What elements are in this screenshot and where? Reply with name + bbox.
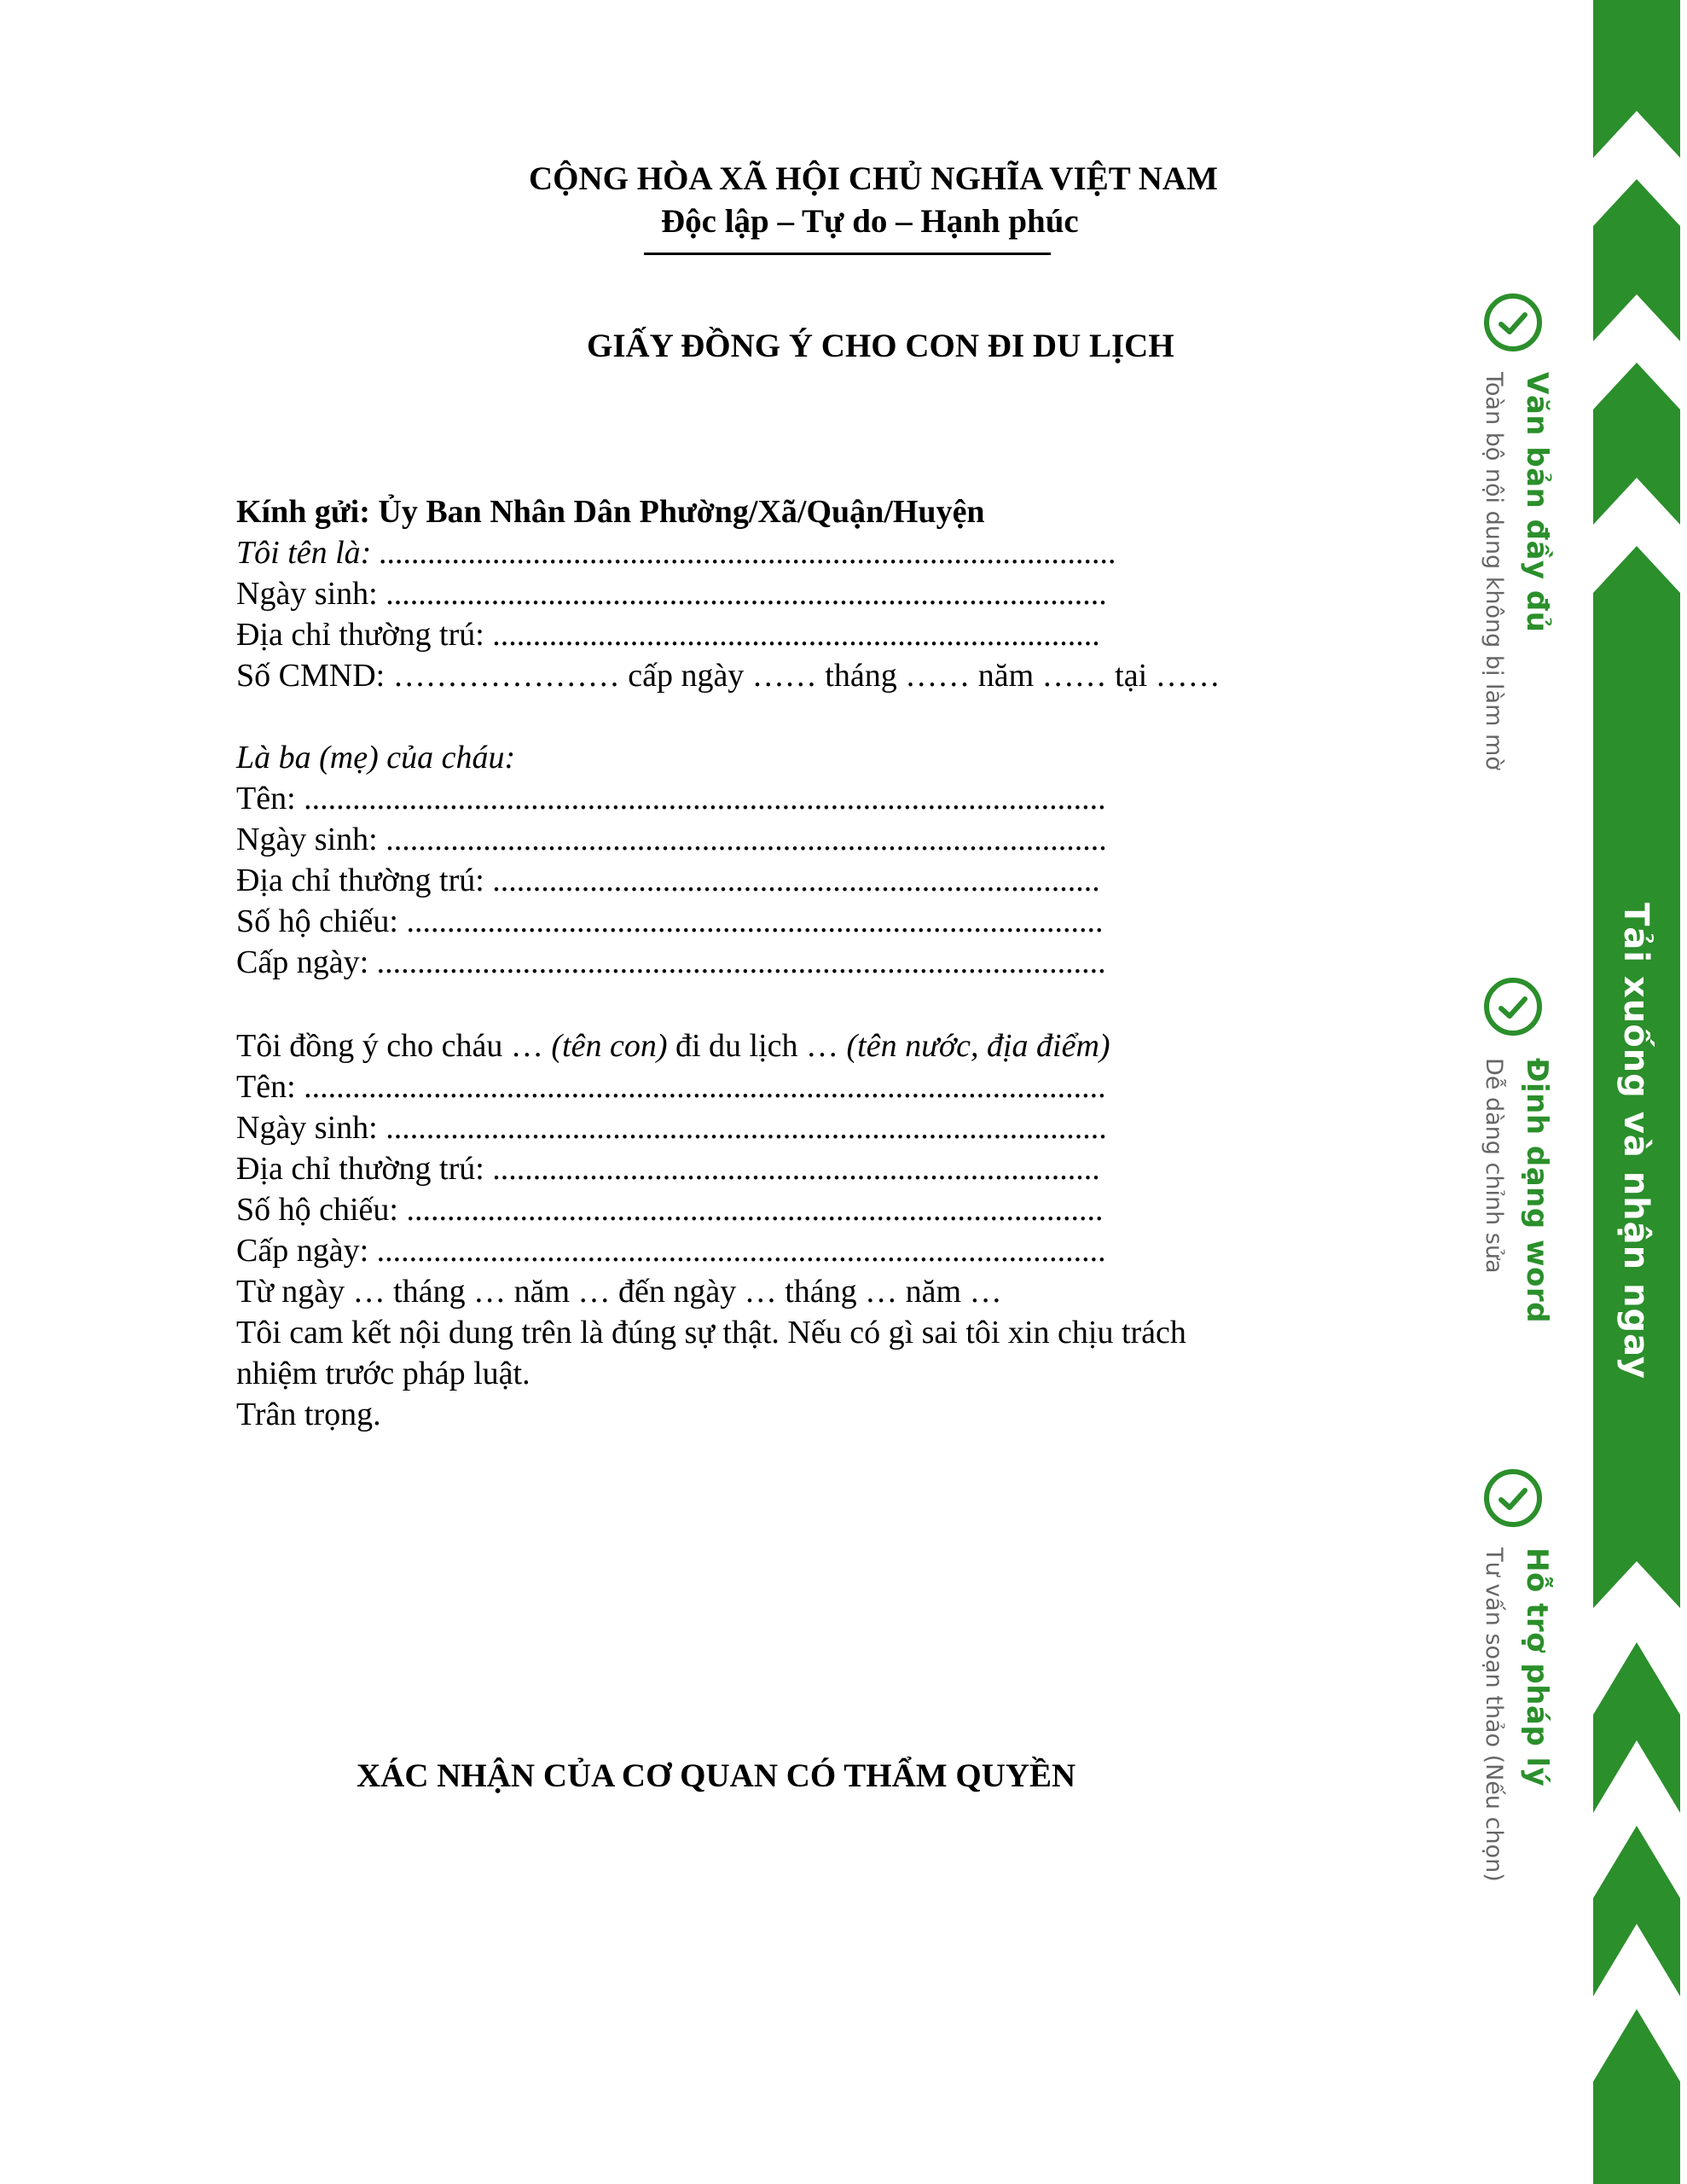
commitment-line-2: nhiệm trước pháp luật. — [236, 1356, 530, 1391]
commitment-line-1: Tôi cam kết nội dung trên là đúng sự thật. Nếu có gì sai tôi xin chịu trách — [236, 1315, 1186, 1350]
companion-name-field: Tên: ................................................................................................... — [236, 1069, 1106, 1105]
child-address-field: Địa chỉ thường trú: ........................................................................... — [236, 863, 1100, 898]
child-intro: Là ba (mẹ) của cháu: — [236, 740, 516, 775]
child-name-field: Tên: ................................................................................................... — [236, 781, 1106, 816]
parent-dob-field: Ngày sinh: ......................................................................................... — [236, 576, 1107, 612]
child-issue-field: Cấp ngày: .......................................................................................... — [236, 944, 1106, 980]
child-passport-field: Số hộ chiếu: ...................................................................................... — [236, 903, 1104, 939]
feature-3-title: Hỗ trợ pháp lý — [1520, 1548, 1554, 1787]
authority-confirmation-heading: XÁC NHẬN CỦA CƠ QUAN CÓ THẨM QUYỀN — [357, 1757, 1076, 1794]
check-circle-icon — [1482, 976, 1544, 1037]
document-title: GIẤY ĐỒNG Ý CHO CON ĐI DU LỊCH — [587, 328, 1174, 364]
feature-1-subtitle: Toàn bộ nội dung không bị làm mờ — [1481, 372, 1507, 770]
consent-mid: đi du lịch … — [667, 1028, 847, 1064]
national-motto: Độc lập – Tự do – Hạnh phúc — [661, 203, 1079, 240]
consent-line — [236, 1025, 1110, 1066]
closing-line: Trân trọng. — [236, 1397, 381, 1432]
recipient-line: Kính gửi: Ủy Ban Nhân Dân Phường/Xã/Quận/Huyện — [236, 494, 985, 530]
download-now-button[interactable]: Tải xuống và nhận ngay — [1616, 903, 1655, 1380]
consent-pre: Tôi đồng ý cho cháu … — [236, 1028, 552, 1064]
consent-child-placeholder: (tên con) — [551, 1028, 668, 1064]
header-underline — [644, 253, 1051, 255]
consent-country-placeholder: (tên nước, địa điểm) — [846, 1028, 1110, 1064]
feature-1-title: Văn bản đầy đủ — [1520, 372, 1554, 633]
travel-period: Từ ngày … tháng … năm … đến ngày … tháng … năm … — [236, 1274, 1002, 1310]
companion-passport-field: Số hộ chiếu: ...................................................................................... — [236, 1192, 1104, 1228]
parent-name-field: Tôi tên là: ........................................................................................... — [236, 535, 1117, 571]
check-circle-icon — [1482, 1467, 1544, 1529]
companion-dob-field: Ngày sinh: ......................................................................................... — [236, 1110, 1107, 1146]
child-dob-field: Ngày sinh: ......................................................................................... — [236, 822, 1107, 857]
parent-address-field: Địa chỉ thường trú: ........................................................................... — [236, 617, 1100, 653]
parent-id-field: Số CMND: ………………… cấp ngày …… tháng …… năm …… tại …… — [236, 658, 1220, 694]
companion-address-field: Địa chỉ thường trú: ........................................................................... — [236, 1151, 1100, 1187]
national-header: CỘNG HÒA XÃ HỘI CHỦ NGHĨA VIỆT NAM — [529, 160, 1218, 197]
feature-2-title: Định dạng word — [1520, 1058, 1554, 1323]
check-circle-icon — [1482, 292, 1544, 353]
feature-2-subtitle: Dễ dàng chỉnh sửa — [1481, 1058, 1507, 1274]
feature-3-subtitle: Tư vấn soạn thảo (Nếu chọn) — [1481, 1548, 1507, 1882]
companion-issue-field: Cấp ngày: .......................................................................................... — [236, 1233, 1106, 1269]
